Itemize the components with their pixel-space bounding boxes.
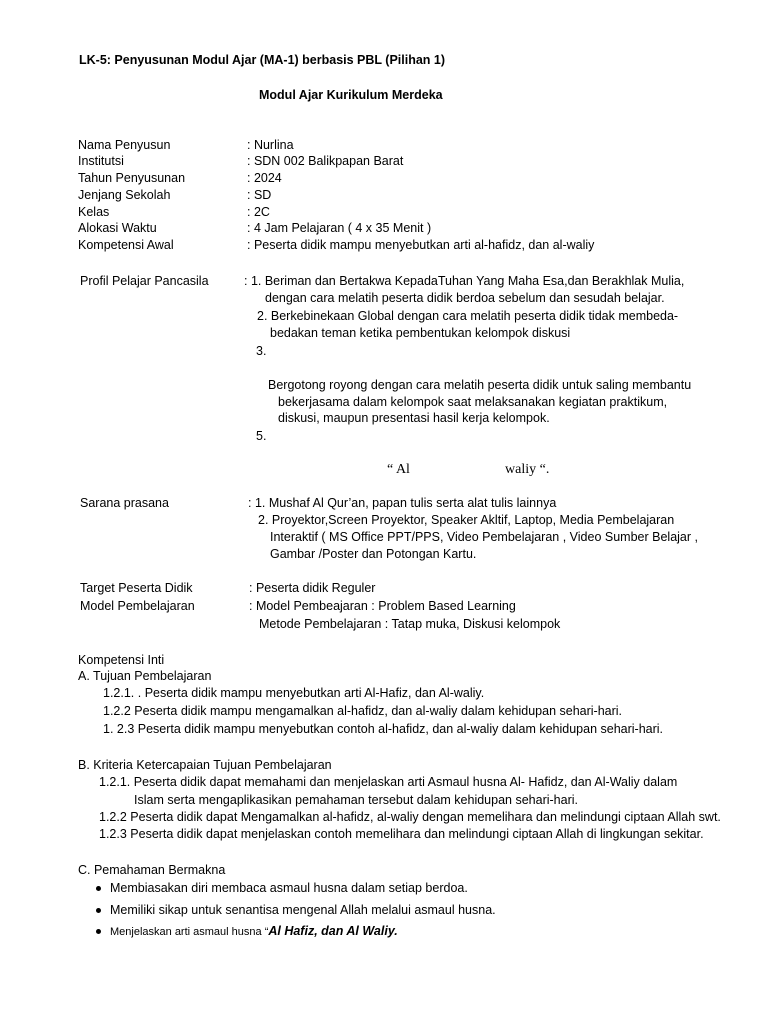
tujuan-item: 1.2.1. . Peserta didik mampu menyebutkan arti Al-Hafiz, dan Al-waliy.: [103, 686, 485, 700]
profil-line-5: 3.: [256, 344, 267, 358]
profil-line-3: 2. Berkebinekaan Global dengan cara melatih peserta didik tidak membeda-: [257, 309, 679, 323]
info-label-kompetensi-awal: Kompetensi Awal: [78, 238, 174, 252]
profil-line-4: bedakan teman ketika pembentukan kelompok diskusi: [270, 326, 571, 340]
profil-line-7: bekerjasama dalam kelompok saat melaksanakan kegiatan praktikum,: [278, 395, 668, 409]
bullet-icon: [96, 908, 101, 913]
info-value-alokasi: : 4 Jam Pelajaran ( 4 x 35 Menit ): [247, 221, 432, 235]
tujuan-item: 1.2.2 Peserta didik mampu mengamalkan al-hafidz, dan al-waliy dalam kehidupan sehari-hari.: [103, 704, 623, 718]
info-value-kelas: : 2C: [247, 205, 270, 219]
pemahaman-item: Memiliki sikap untuk senantisa mengenal Allah melalui asmaul husna.: [110, 903, 496, 917]
kriteria-item: 1.2.2 Peserta didik dapat Mengamalkan al-hafidz, al-waliy dengan memelihara dan melindungi ciptaan Allah swt.: [99, 810, 721, 824]
pemahaman-prefix: Menjelaskan arti asmaul husna “: [110, 926, 269, 938]
info-label-tahun: Tahun Penyusunan: [78, 171, 186, 185]
info-label-jenjang: Jenjang Sekolah: [78, 188, 171, 202]
profil-line-2: dengan cara melatih peserta didik berdoa sebelum dan sesudah belajar.: [265, 291, 665, 305]
pemahaman-item: Membiasakan diri membaca asmaul husna dalam setiap berdoa.: [110, 881, 468, 895]
profil-label: Profil Pelajar Pancasila: [80, 274, 209, 288]
sarana-line-1: : 1. Mushaf Al Qur’an, papan tulis serta alat tulis lainnya: [248, 496, 557, 510]
metode-value: Metode Pembelajaran : Tatap muka, Diskusi kelompok: [259, 617, 561, 631]
info-value-tahun: : 2024: [247, 171, 282, 185]
kompetensi-inti-title: Kompetensi Inti: [78, 653, 165, 667]
profil-line-8: diskusi, maupun presentasi hasil kerja kelompok.: [278, 411, 550, 425]
info-value-kompetensi-awal: : Peserta didik mampu menyebutkan arti al-hafidz, dan al-waliy: [247, 238, 595, 252]
info-value-nama: : Nurlina: [247, 138, 294, 152]
target-value: : Peserta didik Reguler: [249, 581, 376, 595]
profil-line-1: : 1. Beriman dan Bertakwa KepadaTuhan Yang Maha Esa,dan Berakhlak Mulia,: [244, 274, 685, 288]
profil-line-6: Bergotong royong dengan cara melatih peserta didik untuk saling membantu: [268, 378, 692, 392]
tujuan-item: 1. 2.3 Peserta didik mampu menyebutkan contoh al-hafidz, dan al-waliy dalam kehidupan sehari-hari.: [103, 722, 664, 736]
pemahaman-item-last: [110, 923, 398, 940]
model-label: Model Pembelajaran: [80, 599, 195, 613]
info-label-institusi: Institutsi: [78, 154, 124, 168]
section-b-title: B. Kriteria Ketercapaian Tujuan Pembelajaran: [78, 758, 332, 772]
info-label-alokasi: Alokasi Waktu: [78, 221, 157, 235]
info-value-institusi: : SDN 002 Balikpapan Barat: [247, 154, 404, 168]
sarana-line-4: Gambar /Poster dan Potongan Kartu.: [270, 547, 477, 561]
kriteria-item: 1.2.1. Peserta didik dapat memahami dan menjelaskan arti Asmaul husna Al- Hafidz, dan Al-Waliy dalam: [99, 775, 678, 789]
pemahaman-emphasis: Al Hafiz, dan Al Waliy.: [268, 924, 398, 938]
bullet-icon: [96, 886, 101, 891]
bullet-icon: [96, 929, 101, 934]
profil-quote-left: “ Al: [387, 462, 410, 477]
sarana-line-3: Interaktif ( MS Office PPT/PPS, Video Pembelajaran , Video Sumber Belajar ,: [270, 530, 698, 544]
info-value-jenjang: : SD: [247, 188, 272, 202]
section-a-title: A. Tujuan Pembelajaran: [78, 669, 212, 683]
model-value: : Model Pembeajaran : Problem Based Learning: [249, 599, 516, 613]
section-c-title: C. Pemahaman Bermakna: [78, 863, 226, 877]
sarana-label: Sarana prasana: [80, 496, 169, 510]
profil-quote-right: waliy “.: [505, 462, 550, 477]
kriteria-item: 1.2.3 Peserta didik dapat menjelaskan contoh memelihara dan melindungi ciptaan Allah di lingkungan sekitar.: [99, 827, 704, 841]
info-label-nama: Nama Penyusun: [78, 138, 171, 152]
page-title: Modul Ajar Kurikulum Merdeka: [259, 88, 443, 102]
sarana-line-2: 2. Proyektor,Screen Proyektor, Speaker Akltif, Laptop, Media Pembelajaran: [258, 513, 675, 527]
profil-line-9: 5.: [256, 429, 267, 443]
target-label: Target Peserta Didik: [80, 581, 193, 595]
header-title: LK-5: Penyusunan Modul Ajar (MA-1) berbasis PBL (Pilihan 1): [79, 53, 446, 67]
info-label-kelas: Kelas: [78, 205, 110, 219]
kriteria-item: Islam serta mengaplikasikan pemahaman tersebut dalam kehidupan sehari-hari.: [134, 793, 578, 807]
